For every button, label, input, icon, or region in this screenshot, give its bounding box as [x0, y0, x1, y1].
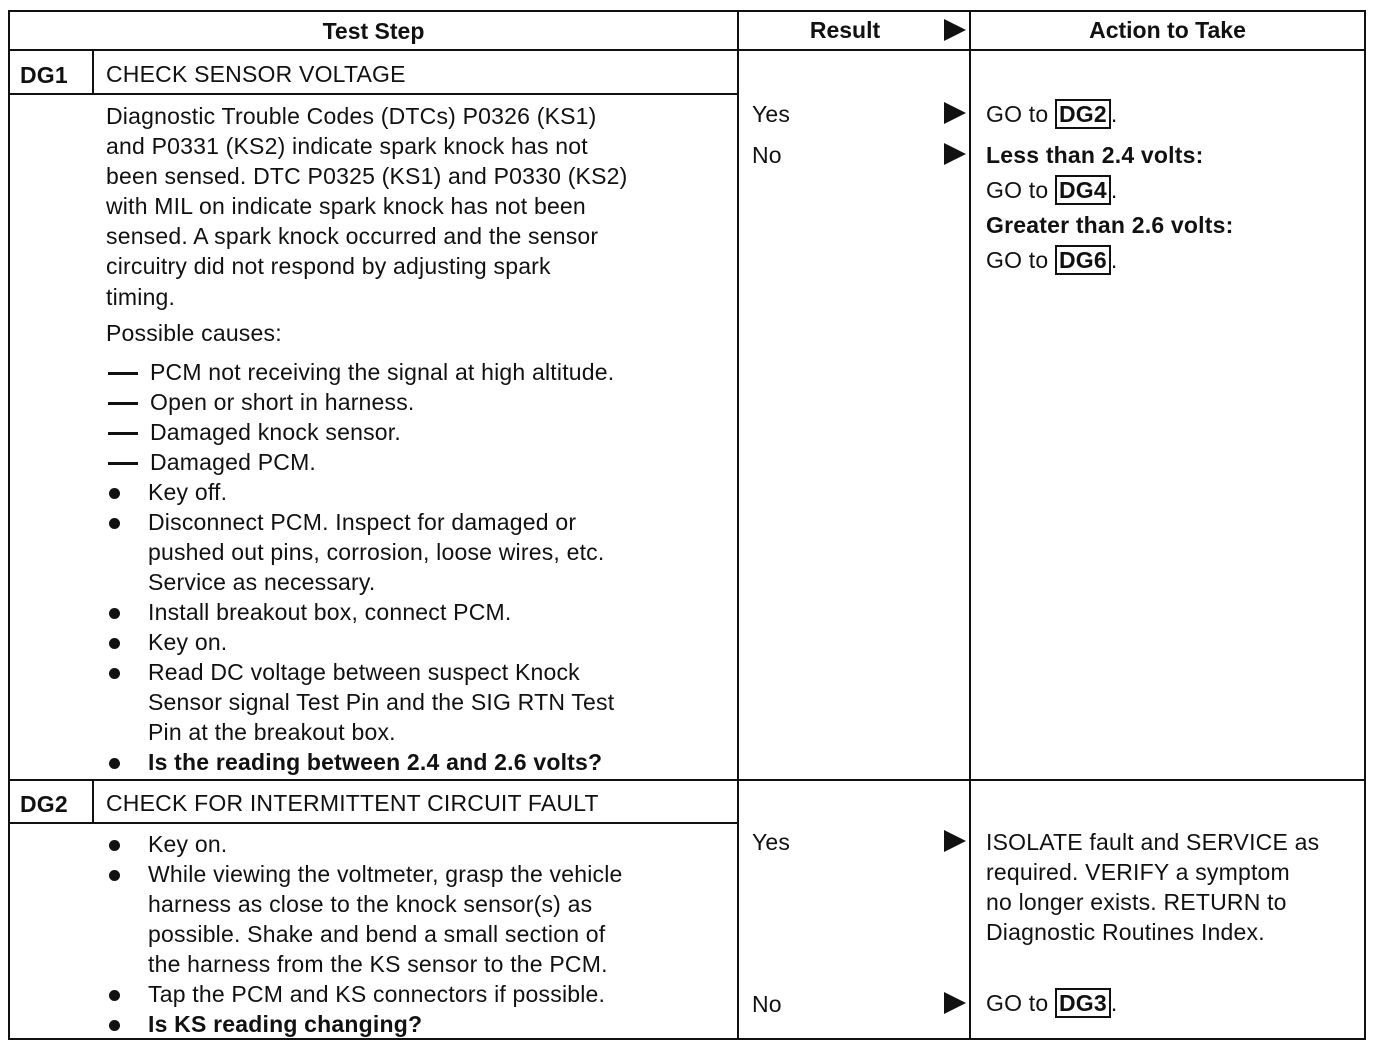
cause-item: PCM not receiving the signal at high altitude.: [150, 359, 615, 385]
step-title: CHECK SENSOR VOLTAGE: [106, 61, 406, 87]
action-goto: GO to DG6 .: [986, 247, 1118, 273]
procedure-item: Install breakout box, connect PCM.: [148, 599, 512, 625]
header-arrow-icon: [944, 19, 966, 41]
result-no: No: [752, 991, 782, 1017]
bullet-icon: [109, 668, 120, 679]
bullet-icon: [109, 608, 120, 619]
ref-dg4[interactable]: DG4: [1055, 175, 1111, 205]
procedure-item: Key off.: [148, 479, 228, 505]
causes-label: Possible causes:: [106, 320, 282, 346]
procedure-item: Tap the PCM and KS connectors if possible.: [148, 981, 606, 1007]
procedure-item: Key on.: [148, 629, 228, 655]
procedure-item: Read DC voltage between suspect Knock: [148, 659, 580, 685]
step-question: Is KS reading changing?: [148, 1011, 423, 1037]
bullet-icon: [109, 990, 120, 1001]
action-goto: GO to DG3 .: [986, 990, 1118, 1016]
ref-dg6[interactable]: DG6: [1055, 245, 1111, 275]
cause-item: Damaged PCM.: [150, 449, 317, 475]
dash-icon: [108, 462, 138, 465]
bullet-icon: [109, 840, 120, 851]
action-goto: GO to DG2 .: [986, 101, 1118, 127]
procedure-item: Disconnect PCM. Inspect for damaged or: [148, 509, 577, 535]
arrow-icon: [944, 830, 966, 852]
header-result: Result: [809, 17, 881, 43]
header-test-step: Test Step: [322, 18, 425, 44]
arrow-icon: [944, 143, 966, 165]
condition-label: Greater than 2.6 volts:: [986, 212, 1234, 238]
cause-item: Open or short in harness.: [150, 389, 415, 415]
bullet-icon: [109, 488, 120, 499]
bullet-icon: [109, 758, 120, 769]
bullet-icon: [109, 518, 120, 529]
dash-icon: [108, 402, 138, 405]
arrow-icon: [944, 992, 966, 1014]
result-no: No: [752, 142, 782, 168]
step-id: DG2: [20, 791, 68, 817]
header-action: Action to Take: [1089, 17, 1246, 43]
result-yes: Yes: [752, 829, 791, 855]
action-goto: GO to DG4 .: [986, 177, 1118, 203]
cause-item: Damaged knock sensor.: [150, 419, 401, 445]
condition-label: Less than 2.4 volts:: [986, 142, 1204, 168]
ref-dg2[interactable]: DG2: [1055, 99, 1111, 129]
dash-icon: [108, 372, 138, 375]
step-title: CHECK FOR INTERMITTENT CIRCUIT FAULT: [106, 790, 599, 816]
bullet-icon: [109, 638, 120, 649]
dash-icon: [108, 432, 138, 435]
result-yes: Yes: [752, 101, 791, 127]
bullet-icon: [109, 1020, 120, 1031]
procedure-item: While viewing the voltmeter, grasp the vehicle: [148, 861, 623, 887]
step-id: DG1: [20, 62, 68, 88]
step-question: Is the reading between 2.4 and 2.6 volts?: [148, 749, 603, 775]
procedure-item: Key on.: [148, 831, 228, 857]
bullet-icon: [109, 870, 120, 881]
ref-dg3[interactable]: DG3: [1055, 988, 1111, 1018]
arrow-icon: [944, 102, 966, 124]
